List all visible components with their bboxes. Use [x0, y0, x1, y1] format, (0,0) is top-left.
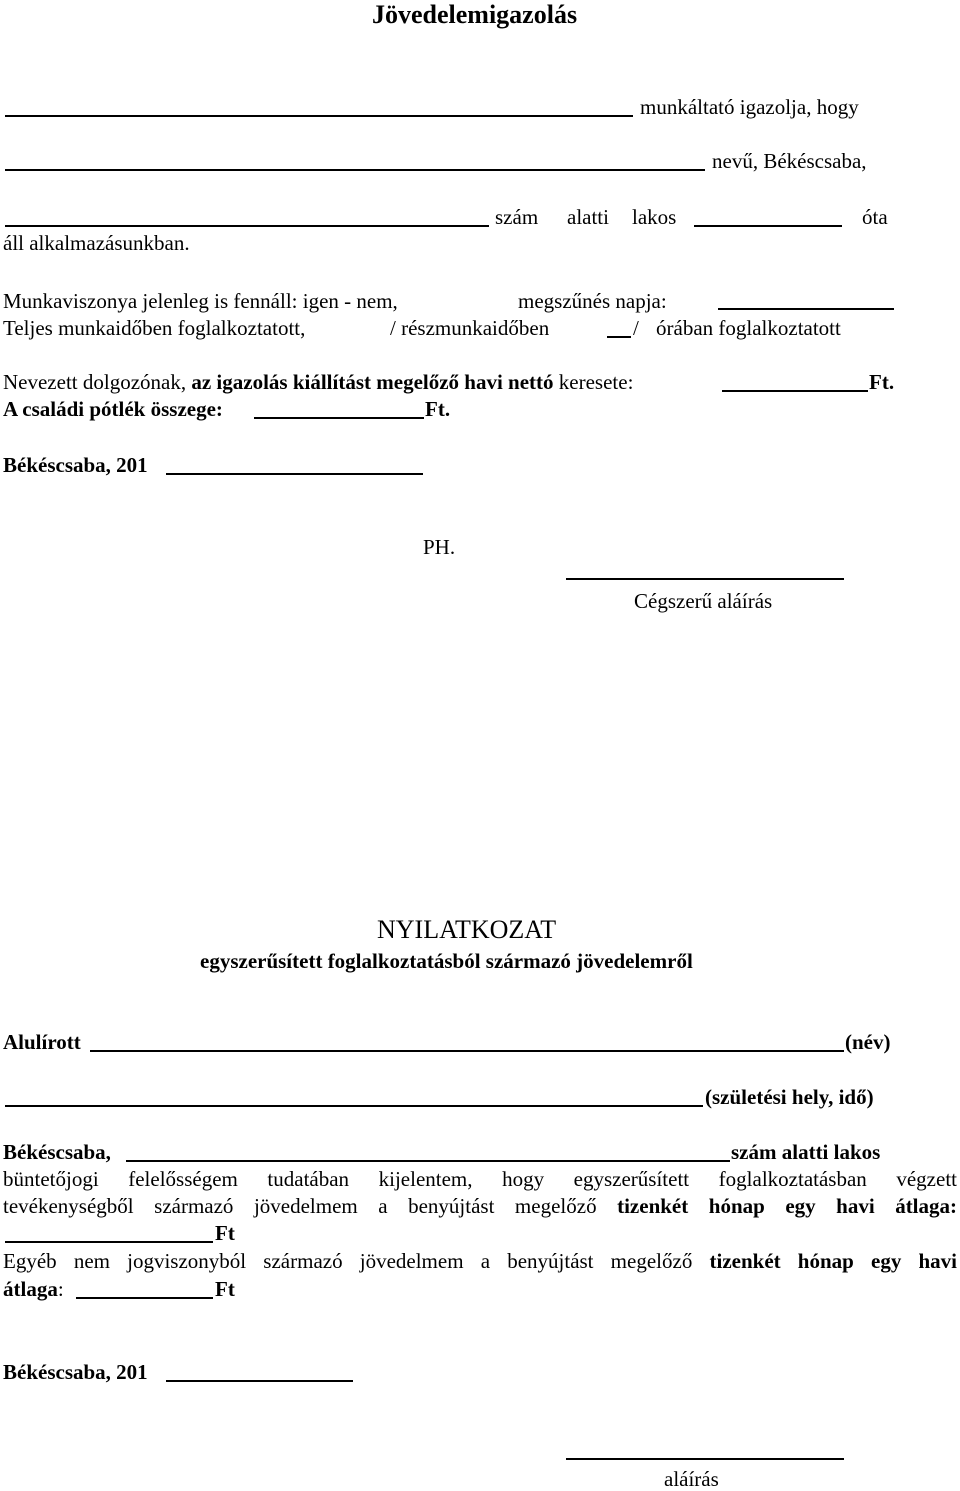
declaration-subtitle: egyszerűsített foglalkoztatásból származó jövedelemről — [200, 949, 693, 973]
certificate-title: Jövedelemigazolás — [372, 0, 578, 29]
para1-line2-pre: tevékenységből származó jövedelmem a benyújtást megelőző — [3, 1194, 597, 1218]
signature-label: Cégszerű aláírás — [634, 589, 773, 613]
income-post: keresete: — [558, 370, 634, 394]
date-blank — [166, 473, 423, 475]
fulltime-text: Teljes munkaidőben foglalkoztatott, — [3, 316, 306, 340]
signature-label-2: aláírás — [664, 1467, 719, 1491]
average-colon: : — [57, 1277, 64, 1301]
employment-line: áll alkalmazásunkban. — [3, 231, 190, 255]
family-allowance-ft: Ft. — [425, 397, 451, 421]
net-income-blank — [722, 390, 868, 392]
termination-date-blank — [718, 308, 894, 310]
signature-line-2 — [566, 1458, 844, 1460]
address-blank — [5, 225, 489, 227]
paragraph2-line1 — [3, 1251, 957, 1272]
employee-name-blank — [5, 169, 705, 171]
birth-blank — [5, 1105, 703, 1107]
signature-line — [566, 578, 844, 580]
termination-label: megszűnés napja: — [518, 289, 667, 313]
date-place-2: Békéscsaba, 201 — [3, 1360, 148, 1384]
para2-bold: tizenkét hónap egy havi — [709, 1249, 958, 1273]
income-average-blank — [5, 1241, 213, 1243]
declaration-title: NYILATKOZAT — [377, 915, 557, 944]
ft-label-1: Ft — [215, 1221, 235, 1245]
address-blank-2 — [126, 1160, 730, 1162]
address-szam: szám — [495, 205, 539, 229]
date-place: Békéscsaba, 201 — [3, 453, 148, 477]
address-alatti: alatti — [567, 205, 609, 229]
hours-text: órában foglalkoztatott — [656, 316, 841, 340]
other-income-blank — [76, 1297, 213, 1299]
employment-status: Munkaviszonya jelenleg is fennáll: igen - nem, — [3, 289, 398, 313]
employed-since-blank — [694, 225, 842, 227]
paragraph1-line1: büntetőjogi felelősségem tudatában kijelentem, hogy egyszerűsített foglalkoztatásban végzett — [3, 1167, 957, 1191]
hours-blank — [607, 336, 631, 338]
family-allowance-blank — [254, 417, 424, 419]
employee-name-text: nevű, Békéscsaba, — [712, 149, 867, 173]
since-text: óta — [862, 205, 888, 229]
address-label: szám alatti lakos — [731, 1140, 881, 1164]
undersigned-label: Alulírott — [3, 1030, 81, 1054]
birth-label: (születési hely, idő) — [705, 1085, 874, 1109]
city-label: Békéscsaba, — [3, 1140, 111, 1164]
employer-blank — [5, 115, 633, 117]
average-label — [3, 1279, 64, 1300]
stamp-label: PH. — [423, 535, 456, 559]
ft-label: Ft. — [869, 370, 895, 394]
paragraph1-line2 — [3, 1196, 957, 1217]
para1-line2-bold: tizenkét hónap egy havi átlaga: — [617, 1194, 958, 1218]
name-label: (név) — [845, 1030, 891, 1054]
date-blank-2 — [166, 1380, 353, 1382]
para2-pre: Egyéb nem jogviszonyból származó jövedelmem a benyújtást megelőző — [3, 1249, 693, 1273]
average-word: átlaga — [3, 1277, 58, 1301]
ft-label-2: Ft — [215, 1277, 235, 1301]
income-pre: Nevezett dolgozónak, — [3, 370, 187, 394]
employer-text: munkáltató igazolja, hogy — [640, 95, 859, 119]
parttime-text: / részmunkaidőben — [390, 316, 550, 340]
family-allowance-label: A családi pótlék összege: — [3, 397, 223, 421]
net-income-line — [3, 372, 633, 393]
income-bold: az igazolás kiállítást megelőző havi nettó — [191, 370, 554, 394]
slash-text: / — [633, 316, 639, 340]
address-lakos: lakos — [632, 205, 677, 229]
name-blank — [90, 1050, 844, 1052]
